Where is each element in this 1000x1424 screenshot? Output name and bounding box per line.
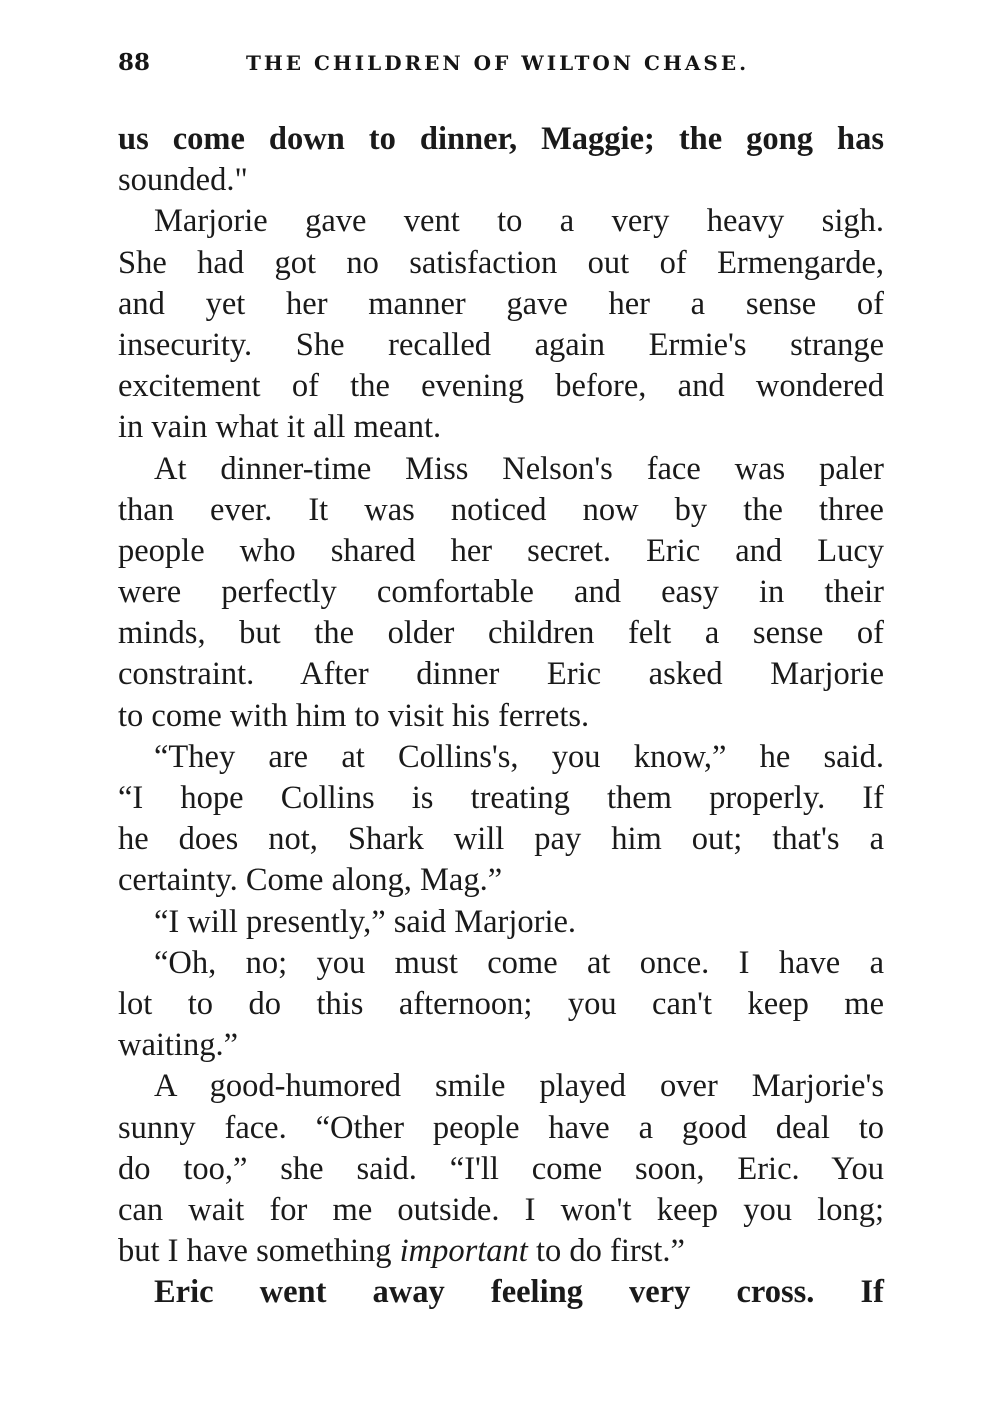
text-line: certainty. Come along, Mag.” xyxy=(118,862,503,899)
italic-emphasis: important xyxy=(399,1233,528,1270)
running-title: THE CHILDREN OF WILTON CHASE. xyxy=(246,51,750,75)
text-line: A good-humored smile played over Marjorie's xyxy=(154,1068,884,1105)
text-line: people who shared her secret. Eric and Lucy xyxy=(118,532,884,569)
text-line: lot to do this afternoon; you can't keep me xyxy=(118,985,884,1022)
text-line: in vain what it all meant. xyxy=(118,409,442,446)
text-line: sounded." xyxy=(118,162,248,199)
text-line: “I hope Collins is treating them properly. If xyxy=(118,780,884,816)
text-line xyxy=(118,1231,884,1272)
text-line: insecurity. She recalled again Ermie's strange xyxy=(118,326,884,363)
text-line: excitement of the evening before, and wondered xyxy=(118,368,884,405)
text-line: he does not, Shark will pay him out; that's a xyxy=(118,821,884,858)
text-segment: but I have something xyxy=(118,1233,400,1270)
text-line: waiting.” xyxy=(118,1027,239,1064)
text-line: can wait for me outside. I won't keep you long; xyxy=(118,1191,884,1228)
text-line: “They are at Collins's, you know,” he said. xyxy=(154,738,884,775)
body-text xyxy=(118,119,884,1313)
book-page xyxy=(118,45,884,1313)
text-line: were perfectly comfortable and easy in their xyxy=(118,574,884,611)
page-number: 88 xyxy=(118,49,151,76)
running-head xyxy=(118,45,884,81)
text-line: minds, but the older children felt a sense of xyxy=(118,615,884,652)
text-line: than ever. It was noticed now by the three xyxy=(118,491,884,528)
text-line: Eric went away feeling very cross. If xyxy=(154,1274,884,1311)
text-line: Marjorie gave vent to a very heavy sigh. xyxy=(154,203,884,240)
text-line: do too,” she said. “I'll come soon, Eric. You xyxy=(118,1150,884,1187)
text-line: constraint. After dinner Eric asked Marjorie xyxy=(118,656,884,693)
text-segment: to do first.” xyxy=(527,1233,685,1270)
text-line: sunny face. “Other people have a good deal to xyxy=(118,1109,884,1146)
text-line: “I will presently,” said Marjorie. xyxy=(154,903,577,940)
text-line: At dinner-time Miss Nelson's face was paler xyxy=(154,450,884,487)
text-line: to come with him to visit his ferrets. xyxy=(118,697,590,734)
text-line: “Oh, no; you must come at once. I have a xyxy=(154,944,884,981)
text-line: She had got no satisfaction out of Ermengarde, xyxy=(118,244,884,281)
text-line: us come down to dinner, Maggie; the gong has xyxy=(118,121,884,157)
text-line: and yet her manner gave her a sense of xyxy=(118,285,884,322)
